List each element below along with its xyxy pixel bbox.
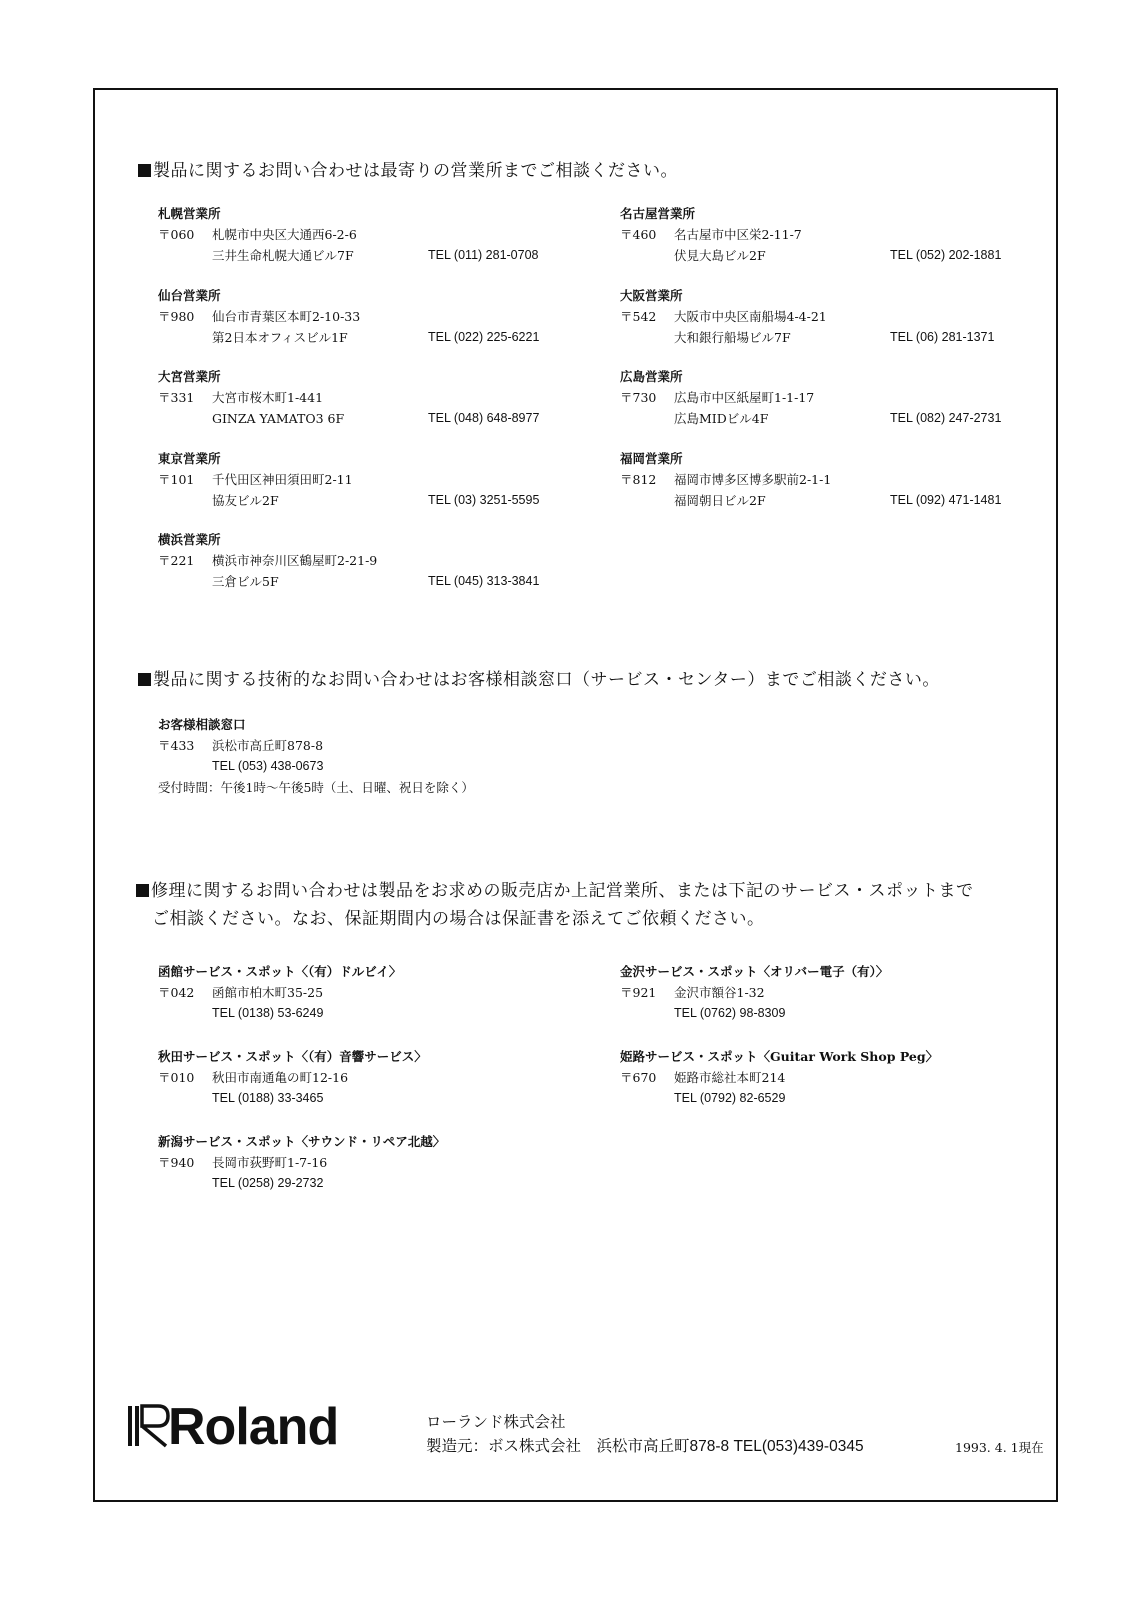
office-tel: TEL (082) 247-2731 xyxy=(890,411,1002,425)
square-bullet-icon xyxy=(138,673,151,686)
office-address: 札幌市中央区大通西6-2-6 xyxy=(212,227,357,242)
spot-niigata xyxy=(158,1131,578,1194)
office-name: 東京営業所 xyxy=(158,451,221,466)
section1-heading xyxy=(138,156,678,181)
spot-address: 長岡市荻野町1-7-16 xyxy=(212,1155,328,1170)
office-name: 仙台営業所 xyxy=(158,288,221,303)
office-address: 福岡市博多区博多駅前2-1-1 xyxy=(674,472,832,487)
office-sapporo xyxy=(158,203,578,266)
spot-akita xyxy=(158,1046,578,1109)
office-hiroshima xyxy=(620,366,1040,429)
roland-r-mark-icon xyxy=(128,1402,170,1450)
office-tel: TEL (092) 471-1481 xyxy=(890,493,1002,507)
office-zip: 〒730 xyxy=(620,390,657,405)
office-zip: 〒331 xyxy=(158,390,195,405)
office-address: 広島市中区紙屋町1-1-17 xyxy=(674,390,815,405)
office-tel: TEL (045) 313-3841 xyxy=(428,574,540,588)
customer-center-zip: 〒433 xyxy=(158,738,195,753)
section3-heading-line1: 修理に関するお問い合わせは製品をお求めの販売店か上記営業所、または下記のサービス・スポットまで xyxy=(151,881,974,901)
office-building: 三井生命札幌大通ビル7F xyxy=(212,248,354,263)
section1-heading-text: 製品に関するお問い合わせは最寄りの営業所までご相談ください。 xyxy=(153,161,678,181)
office-building: 協友ビル2F xyxy=(212,493,279,508)
office-name: 大阪営業所 xyxy=(620,288,683,303)
office-zip: 〒060 xyxy=(158,227,195,242)
customer-center-hours: 受付時間：午後1時～午後5時（土、日曜、祝日を除く） xyxy=(158,780,474,795)
spot-tel: TEL (0188) 33-3465 xyxy=(212,1091,324,1105)
office-building: 広島MIDビル4F xyxy=(674,411,769,426)
spot-name: 秋田サービス・スポット〈（有）音響サービス〉 xyxy=(158,1049,427,1064)
spot-zip: 〒921 xyxy=(620,985,657,1000)
spot-name: 金沢サービス・スポット〈オリバー電子（有）〉 xyxy=(620,964,889,979)
spot-tel: TEL (0138) 53-6249 xyxy=(212,1006,324,1020)
office-zip: 〒101 xyxy=(158,472,195,487)
roland-logo: Roland xyxy=(168,1398,339,1456)
office-omiya xyxy=(158,366,578,429)
office-tel: TEL (052) 202-1881 xyxy=(890,248,1002,262)
office-building: 第2日本オフィスビル1F xyxy=(212,330,348,345)
spot-address: 函館市柏木町35-25 xyxy=(212,985,324,1000)
office-building: 福岡朝日ビル2F xyxy=(674,493,766,508)
office-tel: TEL (06) 281-1371 xyxy=(890,330,995,344)
office-building: 伏見大島ビル2F xyxy=(674,248,766,263)
office-tel: TEL (022) 225-6221 xyxy=(428,330,540,344)
spot-address: 金沢市額谷1-32 xyxy=(674,985,765,1000)
office-name: 広島営業所 xyxy=(620,369,683,384)
footer-company: ローランド株式会社 xyxy=(426,1414,566,1431)
office-zip: 〒542 xyxy=(620,309,657,324)
office-tokyo xyxy=(158,448,578,511)
spot-name: 函館サービス・スポット〈（有）ドルビイ〉 xyxy=(158,964,402,979)
office-building: 大和銀行船場ビル7F xyxy=(674,330,791,345)
office-sendai xyxy=(158,285,578,348)
office-tel: TEL (048) 648-8977 xyxy=(428,411,540,425)
spot-address: 姫路市総社本町214 xyxy=(674,1070,786,1085)
spot-tel: TEL (0792) 82-6529 xyxy=(674,1091,786,1105)
office-nagoya xyxy=(620,203,1040,266)
section3-heading xyxy=(136,876,974,901)
office-tel: TEL (03) 3251-5595 xyxy=(428,493,540,507)
office-fukuoka xyxy=(620,448,1040,511)
customer-center xyxy=(158,714,578,798)
office-osaka xyxy=(620,285,1040,348)
spot-zip: 〒042 xyxy=(158,985,195,1000)
office-name: 大宮営業所 xyxy=(158,369,221,384)
spot-zip: 〒010 xyxy=(158,1070,195,1085)
square-bullet-icon xyxy=(136,884,149,897)
customer-center-tel: TEL (053) 438-0673 xyxy=(212,759,324,773)
footer-maker: 製造元：ボス株式会社 浜松市高丘町878-8 TEL(053)439-0345 xyxy=(426,1438,864,1455)
spot-kanazawa xyxy=(620,961,1040,1024)
office-name: 名古屋営業所 xyxy=(620,206,696,221)
spot-name: 新潟サービス・スポット〈サウンド・リペア北越〉 xyxy=(158,1134,446,1149)
spot-name: 姫路サービス・スポット〈Guitar Work Shop Peg〉 xyxy=(620,1049,939,1064)
section3-heading-line2: ご相談ください。なお、保証期間内の場合は保証書を添えてご依頼ください。 xyxy=(152,909,765,929)
customer-center-address: 浜松市高丘町878-8 xyxy=(212,738,324,753)
spot-tel: TEL (0762) 98-8309 xyxy=(674,1006,786,1020)
spot-tel: TEL (0258) 29-2732 xyxy=(212,1176,324,1190)
customer-center-name: お客様相談窓口 xyxy=(158,717,246,732)
office-address: 大阪市中央区南船場4-4-21 xyxy=(674,309,827,324)
office-address: 名古屋市中区栄2-11-7 xyxy=(674,227,802,242)
office-address: 横浜市神奈川区鶴屋町2-21-9 xyxy=(212,553,378,568)
office-zip: 〒980 xyxy=(158,309,195,324)
spot-address: 秋田市南通亀の町12-16 xyxy=(212,1070,349,1085)
square-bullet-icon xyxy=(138,164,151,177)
office-building: 三倉ビル5F xyxy=(212,574,279,589)
office-address: 大宮市桜木町1-441 xyxy=(212,390,324,405)
office-name: 札幌営業所 xyxy=(158,206,221,221)
footer-date: 1993. 4. 1現在 xyxy=(955,1440,1044,1455)
section3-heading-cont xyxy=(152,904,765,929)
office-name: 福岡営業所 xyxy=(620,451,683,466)
office-zip: 〒812 xyxy=(620,472,657,487)
section2-heading-text: 製品に関する技術的なお問い合わせはお客様相談窓口（サービス・センター）までご相談ください。 xyxy=(153,670,940,690)
office-tel: TEL (011) 281-0708 xyxy=(428,248,539,262)
office-zip: 〒460 xyxy=(620,227,657,242)
office-zip: 〒221 xyxy=(158,553,195,568)
office-address: 仙台市青葉区本町2-10-33 xyxy=(212,309,361,324)
spot-hakodate xyxy=(158,961,578,1024)
office-name: 横浜営業所 xyxy=(158,532,221,547)
office-building: GINZA YAMATO3 6F xyxy=(212,411,345,426)
office-address: 千代田区神田須田町2-11 xyxy=(212,472,353,487)
spot-himeji xyxy=(620,1046,1040,1109)
spot-zip: 〒940 xyxy=(158,1155,195,1170)
office-yokohama xyxy=(158,529,578,592)
section2-heading xyxy=(138,665,940,690)
spot-zip: 〒670 xyxy=(620,1070,657,1085)
